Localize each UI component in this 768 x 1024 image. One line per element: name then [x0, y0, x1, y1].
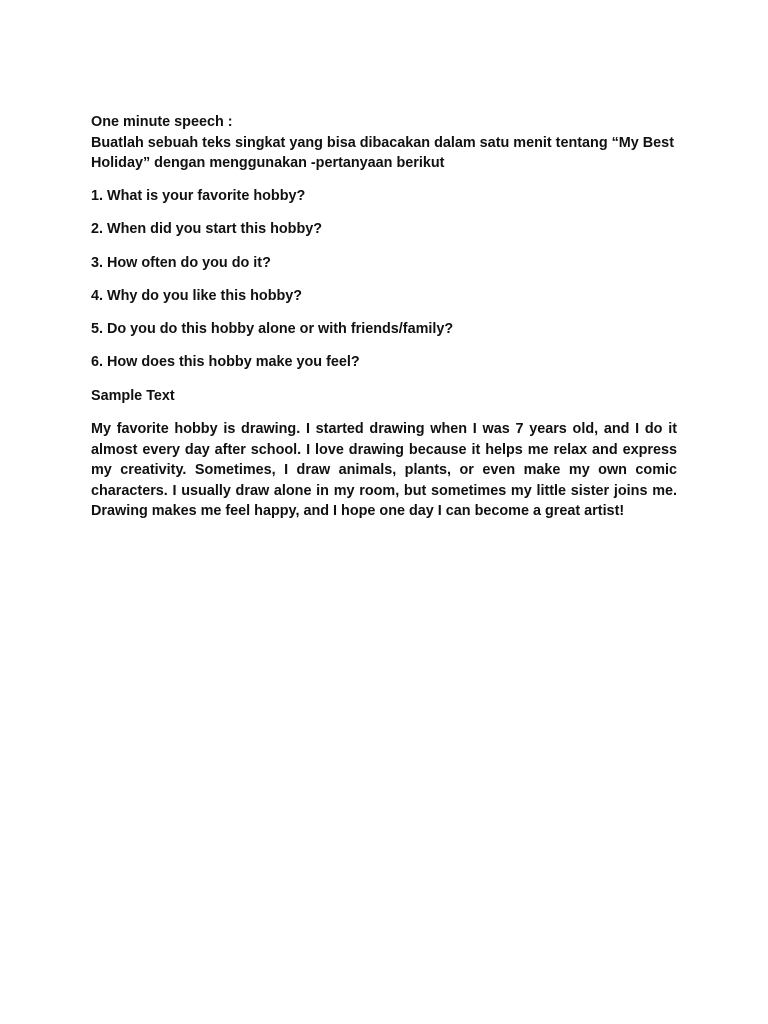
question-4: 4. Why do you like this hobby?	[91, 287, 303, 304]
sample-text-paragraph: My favorite hobby is drawing. I started drawing when I was 7 years old, and I do it almost every day after school. I love drawing because it helps me relax and express my creativity. Sometimes, I draw animals, plants, or even make my own comic characters. I usually draw alone in my room, but sometimes my little sister joins me. Drawing makes me feel happy, and I hope one day I can become a great artist!	[91, 421, 677, 520]
document-title: One minute speech :	[91, 114, 233, 130]
sample-text-label: Sample Text	[91, 387, 175, 404]
question-6: 6. How does this hobby make you feel?	[91, 354, 360, 371]
question-5: 5. Do you do this hobby alone or with friends/family?	[91, 321, 454, 338]
question-3: 3. How often do you do it?	[91, 254, 271, 271]
heading-block	[91, 112, 677, 174]
instruction-text: Buatlah sebuah teks singkat yang bisa dibacakan dalam satu menit tentang “My Best Holiday” dengan menggunakan -pertanyaan berikut	[91, 134, 674, 171]
document-page	[91, 112, 677, 522]
question-1: 1. What is your favorite hobby?	[91, 188, 306, 204]
question-2: 2. When did you start this hobby?	[91, 221, 323, 238]
